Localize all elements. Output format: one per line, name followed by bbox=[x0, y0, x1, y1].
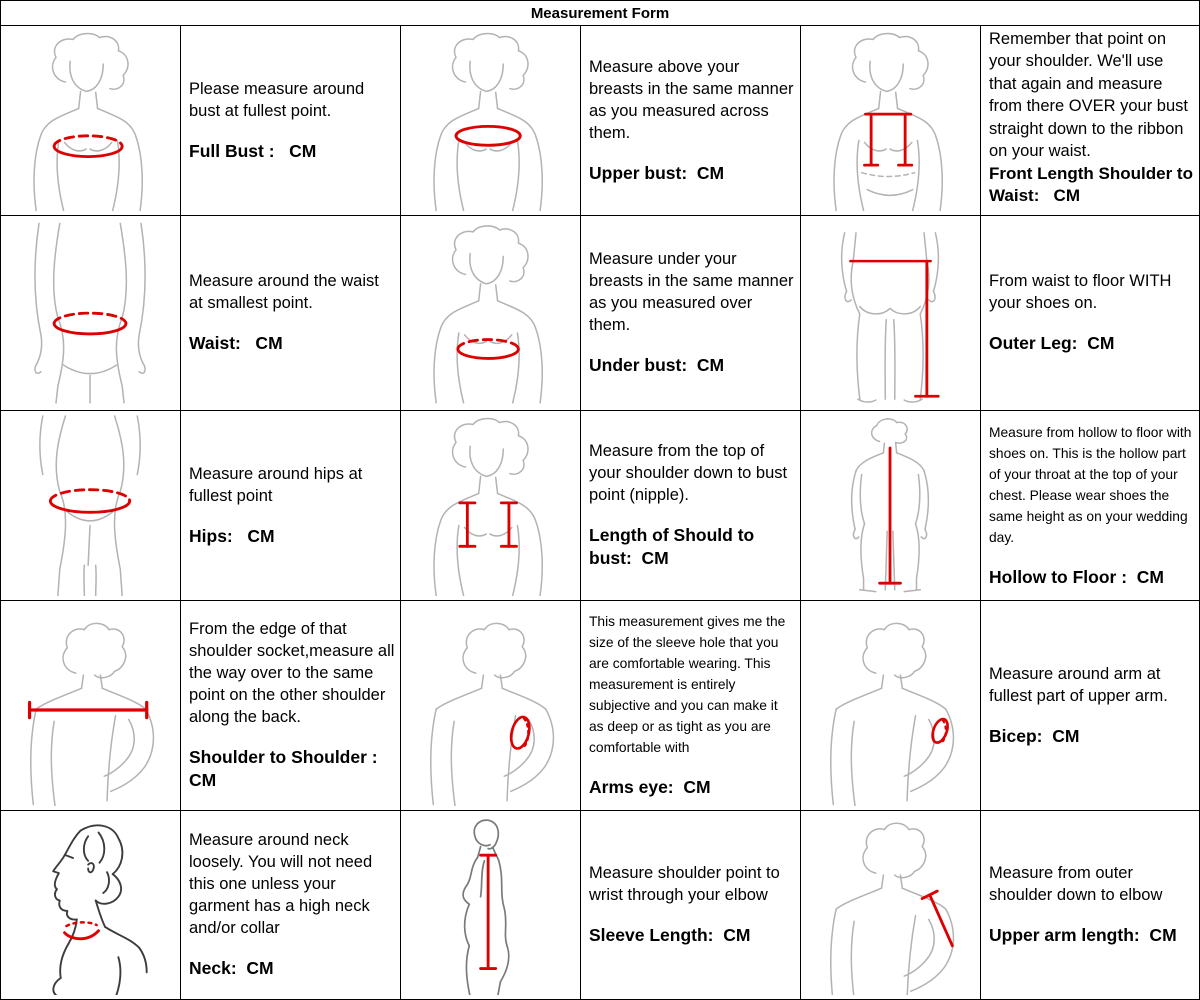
instruction-text: Measure around hips at fullest point bbox=[189, 464, 367, 505]
instruction-text: Measure above your breasts in the same manner as you measured across them. bbox=[589, 57, 799, 142]
instruction-text: This measurement gives me the size of the sleeve hole that you are comfortable wearing. This measurement is entirely subjective and you can make it as deep or as tight as you are comfortable with bbox=[589, 614, 790, 756]
instruction-text: From the edge of that shoulder socket,measure all the way over to the same point on the other shoulder along the back. bbox=[189, 620, 400, 727]
front-length-figure bbox=[800, 25, 980, 215]
instruction-cell bbox=[580, 25, 800, 215]
bicep-figure bbox=[800, 600, 980, 810]
measurement-label: Upper arm length: CM bbox=[989, 925, 1177, 946]
instruction-text: Measure under your breasts in the same manner as you measured over them. bbox=[589, 250, 799, 335]
measurement-label: Hips: CM bbox=[189, 525, 275, 546]
instruction-cell bbox=[980, 810, 1199, 999]
instruction-text: Measure from the top of your shoulder down to bust point (nipple). bbox=[589, 442, 792, 505]
waist-figure bbox=[0, 215, 180, 410]
instruction-text: Measure around arm at fullest part of upper arm. bbox=[989, 664, 1168, 705]
instruction-text: Measure from outer shoulder down to elbow bbox=[989, 864, 1163, 905]
shoulder-to-shoulder-figure bbox=[0, 600, 180, 810]
instruction-text: Measure around the waist at smallest point. bbox=[189, 272, 384, 313]
measurement-label: Upper bust: CM bbox=[589, 162, 725, 183]
measurement-label: Length of Should to bust: CM bbox=[589, 525, 760, 568]
shoulder-to-bust-figure bbox=[400, 410, 580, 600]
instruction-text: Measure around neck loosely. You will not need this one unless your garment has a high neck and/or collar bbox=[189, 831, 377, 938]
hips-figure bbox=[0, 410, 180, 600]
page-title: Measurement Form bbox=[0, 0, 1199, 25]
instruction-text: Measure from hollow to floor with shoes on. This is the hollow part of your throat at the top of your chest. Please wear shoes the same height as on your wedding day. bbox=[989, 424, 1196, 545]
instruction-cell bbox=[980, 25, 1199, 215]
instruction-text: From waist to floor WITH your shoes on. bbox=[989, 272, 1177, 313]
instruction-cell bbox=[180, 25, 400, 215]
measurement-label: Arms eye: CM bbox=[589, 777, 711, 798]
full-bust-figure bbox=[0, 25, 180, 215]
instruction-cell bbox=[180, 215, 400, 410]
measurement-label: Outer Leg: CM bbox=[989, 333, 1115, 354]
under-bust-figure bbox=[400, 215, 580, 410]
sleeve-length-figure bbox=[400, 810, 580, 999]
instruction-cell bbox=[980, 215, 1199, 410]
instruction-cell bbox=[180, 410, 400, 600]
measurement-label: Waist: CM bbox=[189, 333, 283, 354]
neck-figure bbox=[0, 810, 180, 999]
hollow-to-floor-figure bbox=[800, 410, 980, 600]
measurement-label: Bicep: CM bbox=[989, 725, 1080, 746]
upper-arm-length-figure bbox=[800, 810, 980, 999]
measurement-label: Shoulder to Shoulder : CM bbox=[189, 747, 383, 790]
upper-bust-figure bbox=[400, 25, 580, 215]
measurement-label: Hollow to Floor : CM bbox=[989, 566, 1164, 587]
measurement-label: Full Bust : CM bbox=[189, 140, 317, 161]
outer-leg-figure bbox=[800, 215, 980, 410]
instruction-cell bbox=[180, 600, 400, 810]
instruction-cell bbox=[980, 410, 1199, 600]
measurement-label: Under bust: CM bbox=[589, 355, 725, 375]
instruction-text: Measure shoulder point to wrist through your elbow bbox=[589, 864, 785, 905]
instruction-cell bbox=[580, 215, 800, 410]
instruction-cell bbox=[180, 810, 400, 999]
measurement-label: Front Length Shoulder to Waist: CM bbox=[989, 163, 1198, 205]
instruction-cell bbox=[580, 410, 800, 600]
instruction-cell bbox=[580, 810, 800, 999]
instruction-text: Please measure around bust at fullest point. bbox=[189, 79, 369, 120]
instruction-cell bbox=[980, 600, 1199, 810]
measurement-label: Sleeve Length: CM bbox=[589, 925, 751, 946]
instruction-cell bbox=[580, 600, 800, 810]
arms-eye-figure bbox=[400, 600, 580, 810]
instruction-text: Remember that point on your shoulder. We'll use that again and measure from there OVER your bust straight down to the ribbon on your waist. bbox=[989, 30, 1193, 161]
measurement-label: Neck: CM bbox=[189, 957, 274, 978]
